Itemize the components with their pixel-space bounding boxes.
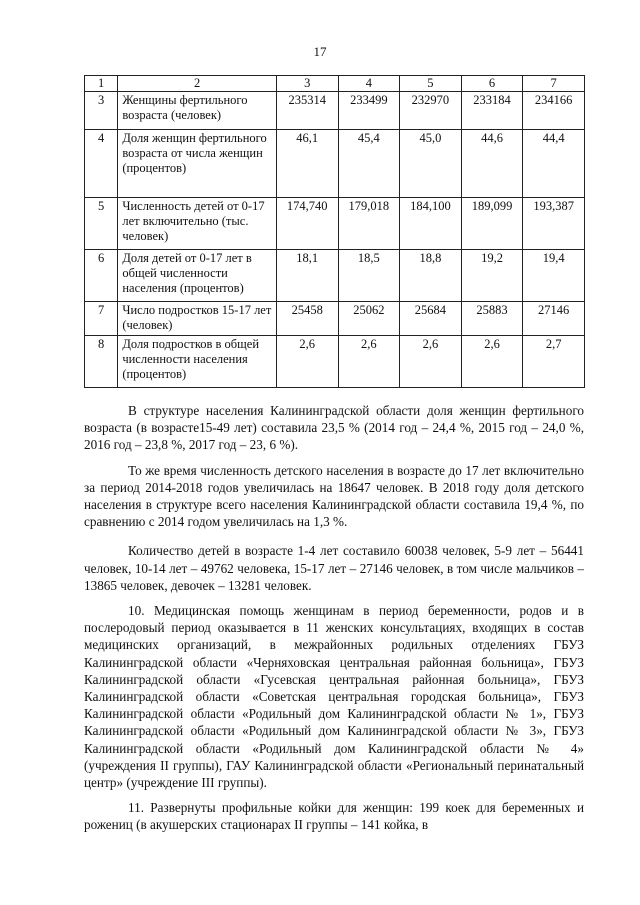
value-cell: 174,740 [276, 198, 338, 250]
indicator-name: Численность детей от 0-17 лет включительно (тыс. человек) [118, 198, 277, 250]
value-cell: 2,6 [461, 336, 523, 388]
value-cell: 25458 [276, 302, 338, 336]
value-cell: 189,099 [461, 198, 523, 250]
value-cell: 25062 [338, 302, 400, 336]
value-cell: 235314 [276, 92, 338, 130]
value-cell: 18,8 [400, 250, 462, 302]
value-cell: 25684 [400, 302, 462, 336]
value-cell: 2,7 [523, 336, 585, 388]
value-cell: 233184 [461, 92, 523, 130]
row-number: 8 [85, 336, 118, 388]
paragraph: 10. Медицинская помощь женщинам в период беременности, родов и в послеродовый период оказывается в 11 женских консультациях, входящих в состав медицинских организаций, в межрайонных родильных отделениях ГБУЗ Калининградской области «Черняховская центральная районная больница», ГБУЗ Калининградской области «Гусевская центральная районная больница», ГБУЗ Калининградской области «Советская центральная городская больница», ГБУЗ Калининградской области «Родильный дом Калининградской области № 1», ГБУЗ Калининградской области «Родильный дом Калининградской области № 3», ГБУЗ Калининградской области «Родильный дом Калининградской области № 4» (учреждения II группы), ГАУ Калининградской области «Региональный перинатальный центр» (учреждение III группы). [84, 603, 584, 791]
value-cell: 2,6 [400, 336, 462, 388]
value-cell: 233499 [338, 92, 400, 130]
table-header-cell: 6 [461, 76, 523, 92]
indicator-name: Доля детей от 0-17 лет в общей численности населения (процентов) [118, 250, 277, 302]
value-cell: 184,100 [400, 198, 462, 250]
paragraph: 11. Развернуты профильные койки для женщин: 199 коек для беременных и рожениц (в акушерских стационарах II группы – 141 койка, в [84, 800, 584, 833]
table-header-row [85, 76, 585, 92]
table-row [85, 302, 585, 336]
value-cell: 232970 [400, 92, 462, 130]
value-cell: 45,0 [400, 130, 462, 198]
value-cell: 44,4 [523, 130, 585, 198]
table-header-cell: 3 [276, 76, 338, 92]
value-cell: 25883 [461, 302, 523, 336]
value-cell: 19,4 [523, 250, 585, 302]
page-number: 17 [313, 44, 327, 59]
value-cell: 45,4 [338, 130, 400, 198]
table-row [85, 336, 585, 388]
indicator-name: Женщины фертильного возраста (человек) [118, 92, 277, 130]
table-row [85, 92, 585, 130]
value-cell: 234166 [523, 92, 585, 130]
value-cell: 46,1 [276, 130, 338, 198]
value-cell: 44,6 [461, 130, 523, 198]
value-cell: 2,6 [338, 336, 400, 388]
row-number: 5 [85, 198, 118, 250]
value-cell: 27146 [523, 302, 585, 336]
indicator-name: Число подростков 15-17 лет (человек) [118, 302, 277, 336]
row-number: 4 [85, 130, 118, 198]
indicator-name: Доля женщин фертильного возраста от числа женщин (процентов) [118, 130, 277, 198]
statistics-table [84, 75, 585, 388]
table-header-cell: 1 [85, 76, 118, 92]
indicator-name: Доля подростков в общей численности населения (процентов) [118, 336, 277, 388]
table-row [85, 198, 585, 250]
body-text [84, 402, 584, 834]
table-header-cell: 5 [400, 76, 462, 92]
row-number: 3 [85, 92, 118, 130]
value-cell: 179,018 [338, 198, 400, 250]
table-row [85, 130, 585, 198]
paragraph: Количество детей в возрасте 1-4 лет составило 60038 человек, 5-9 лет – 56441 человек, 10-14 лет – 49762 человека, 15-17 лет – 27146 человек, в том числе мальчиков – 13865 человек, девочек – 13281 человек. [84, 543, 584, 593]
row-number: 6 [85, 250, 118, 302]
table-header-cell: 7 [523, 76, 585, 92]
value-cell: 18,1 [276, 250, 338, 302]
value-cell: 19,2 [461, 250, 523, 302]
table-header-cell: 4 [338, 76, 400, 92]
paragraph: То же время численность детского населения в возрасте до 17 лет включительно за период 2014-2018 годов увеличилась на 18647 человек. В 2018 году доля детского населения в структуре всего населения Калининградской области составила 19,4 %, по сравнению с 2014 годом увеличилась на 1,3 %. [84, 462, 584, 530]
table-row [85, 250, 585, 302]
table-header-cell: 2 [118, 76, 277, 92]
value-cell: 18,5 [338, 250, 400, 302]
value-cell: 193,387 [523, 198, 585, 250]
paragraph: В структуре населения Калининградской области доля женщин фертильного возраста (в возрасте15-49 лет) составила 23,5 % (2014 год – 24,4 %, 2015 год – 24,0 %, 2016 год – 23,8 %, 2017 год – 23, 6 %). [84, 403, 584, 453]
row-number: 7 [85, 302, 118, 336]
value-cell: 2,6 [276, 336, 338, 388]
